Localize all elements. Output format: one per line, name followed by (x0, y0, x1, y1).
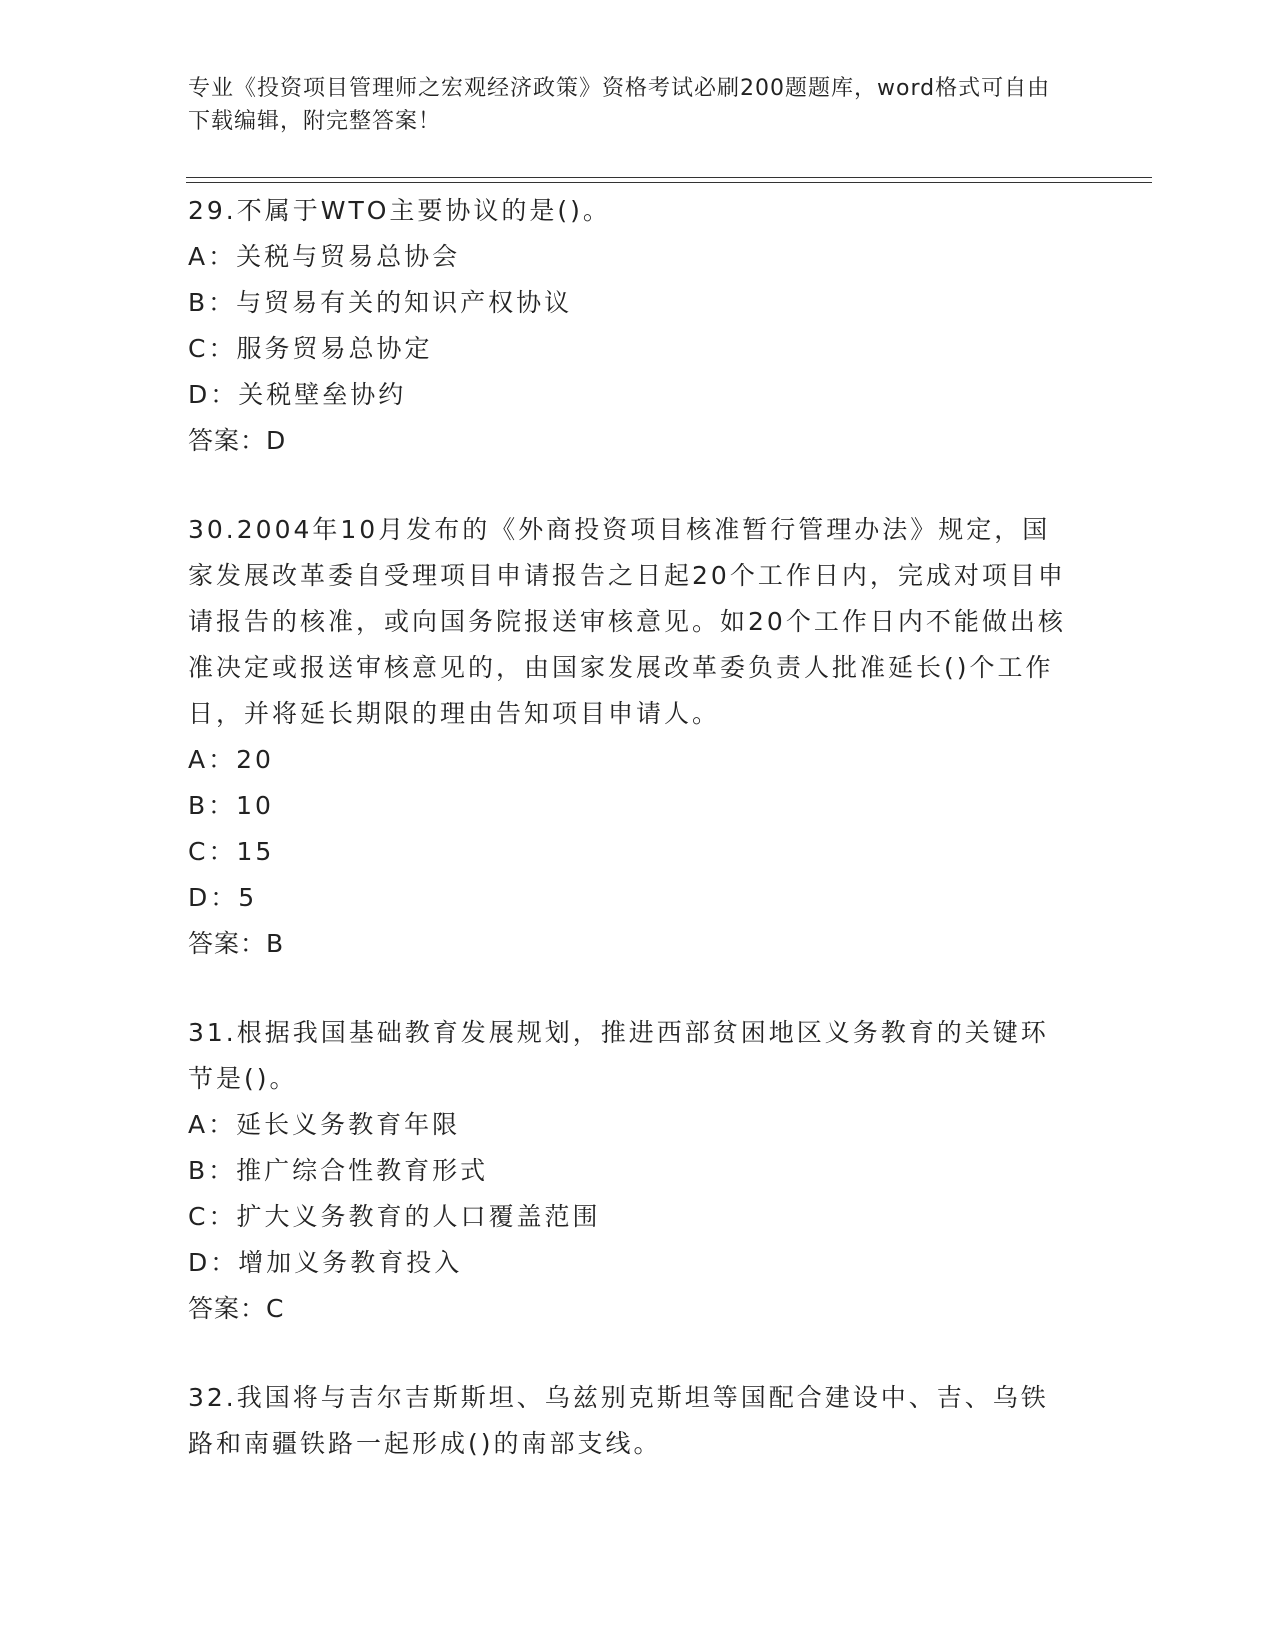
question-stem: 32.我国将与吉尔吉斯斯坦、乌兹别克斯坦等国配合建设中、吉、乌铁路和南疆铁路一起形成()的南部支线。 (188, 1383, 1049, 1458)
answer-line: 答案：D (188, 426, 287, 455)
option-b: B：与贸易有关的知识产权协议 (188, 288, 573, 317)
option-a: A：关税与贸易总协会 (188, 242, 461, 271)
question-stem: 29.不属于WTO主要协议的是()。 (188, 196, 611, 225)
header-rule-top (186, 177, 1152, 178)
document-header: 专业《投资项目管理师之宏观经济政策》资格考试必刷200题题库，word格式可自由下载编辑，附完整答案！ (188, 76, 1051, 134)
question-30 (188, 507, 1068, 967)
question-list (188, 188, 1068, 1510)
option-c: C：服务贸易总协定 (188, 334, 433, 363)
option-d: D：5 (188, 883, 258, 912)
option-c: C：扩大义务教育的人口覆盖范围 (188, 1202, 601, 1231)
answer-line: 答案：B (188, 929, 285, 958)
question-32 (188, 1375, 1068, 1467)
question-29 (188, 188, 1068, 464)
answer-line: 答案：C (188, 1294, 285, 1323)
header-rule-bottom (186, 182, 1152, 183)
option-b: B：推广综合性教育形式 (188, 1156, 489, 1185)
option-d: D：增加义务教育投入 (188, 1248, 463, 1277)
option-c: C：15 (188, 837, 275, 866)
question-stem: 30.2004年10月发布的《外商投资项目核准暂行管理办法》规定，国家发展改革委自受理项目申请报告之日起20个工作日内，完成对项目申请报告的核准，或向国务院报送审核意见。如20个工作日内不能做出核准决定或报送审核意见的，由国家发展改革委负责人批准延长()个工作日，并将延长期限的理由告知项目申请人。 (188, 515, 1066, 728)
option-a: A：20 (188, 745, 274, 774)
option-b: B：10 (188, 791, 274, 820)
option-d: D：关税壁垒协约 (188, 380, 407, 409)
option-a: A：延长义务教育年限 (188, 1110, 461, 1139)
question-stem: 31.根据我国基础教育发展规划，推进西部贫困地区义务教育的关键环节是()。 (188, 1018, 1049, 1093)
question-31 (188, 1010, 1068, 1332)
